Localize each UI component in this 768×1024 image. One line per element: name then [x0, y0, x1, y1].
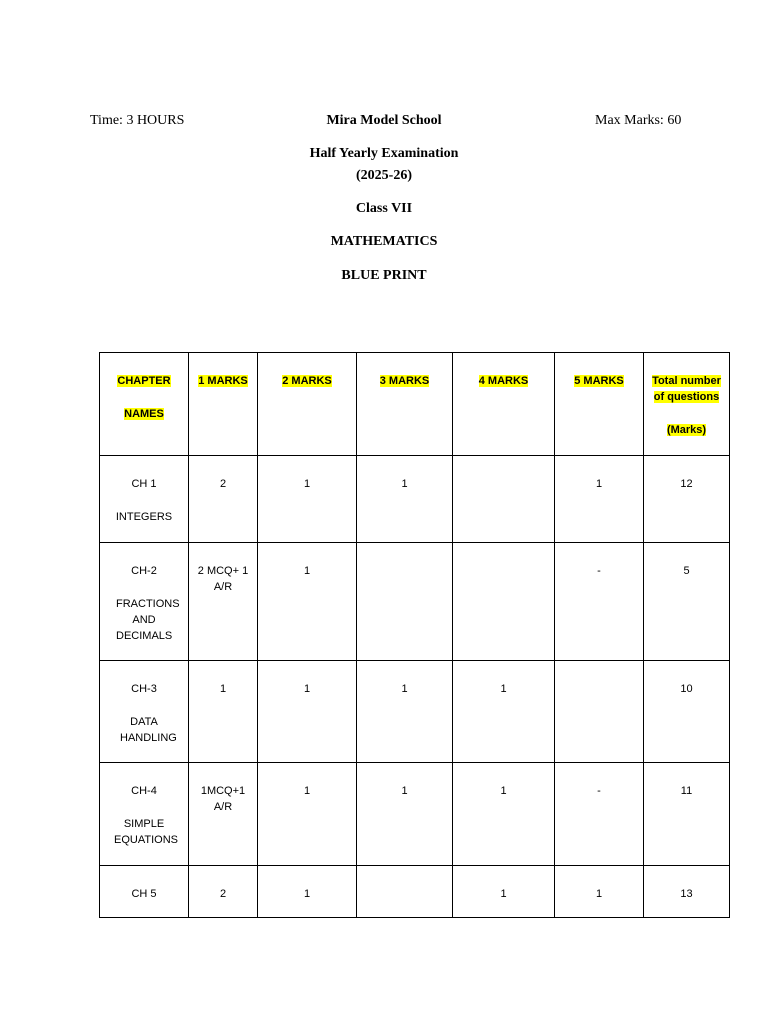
marks-4-cell: 1 — [453, 763, 555, 866]
chapter-cell — [100, 661, 189, 763]
marks-4-cell — [453, 543, 555, 661]
chapter-cell — [100, 866, 189, 918]
table-row — [100, 661, 730, 763]
exam-header-row — [0, 113, 768, 131]
header-chapter-names — [100, 353, 189, 456]
header-5-marks-label: 5 MARKS — [574, 375, 624, 387]
exam-duration: Time: 3 HOURS — [90, 113, 185, 128]
header-2-marks — [258, 353, 357, 456]
marks-1-cell: 2 — [189, 866, 258, 918]
marks-2-cell: 1 — [258, 456, 357, 543]
total-cell: 12 — [644, 456, 730, 543]
marks-4-cell: 1 — [453, 866, 555, 918]
table-row — [100, 866, 730, 918]
marks-3-cell: 1 — [357, 661, 453, 763]
total-cell: 13 — [644, 866, 730, 918]
marks-3-cell: 1 — [357, 763, 453, 866]
marks-4-cell — [453, 456, 555, 543]
max-marks: Max Marks: 60 — [595, 113, 682, 128]
marks-2-cell: 1 — [258, 866, 357, 918]
header-3-marks — [357, 353, 453, 456]
marks-3-cell — [357, 866, 453, 918]
blueprint-table — [99, 352, 730, 918]
header-total — [644, 353, 730, 456]
header-4-marks-label: 4 MARKS — [478, 375, 529, 387]
exam-year: (2025-26) — [356, 168, 412, 183]
marks-2-cell: 1 — [258, 661, 357, 763]
marks-1-cell: 1MCQ+1A/R — [189, 763, 258, 866]
school-name: Mira Model School — [326, 113, 442, 128]
marks-3-cell: 1 — [357, 456, 453, 543]
chapter-name: DATA HANDLING — [120, 716, 177, 744]
chapter-name: FRACTIONS AND DECIMALS — [116, 598, 180, 642]
marks-1-cell: 2 — [189, 456, 258, 543]
header-5-marks — [555, 353, 644, 456]
chapter-cell — [100, 456, 189, 543]
exam-subject: MATHEMATICS — [330, 234, 438, 249]
chapter-number: CH-3 — [131, 683, 157, 695]
marks-5-cell: 1 — [555, 866, 644, 918]
table-row — [100, 456, 730, 543]
header-chapter-label: CHAPTER — [117, 375, 171, 387]
chapter-cell — [100, 763, 189, 866]
chapter-number: CH 5 — [131, 888, 157, 900]
document-type: BLUE PRINT — [341, 268, 427, 283]
chapter-number: CH 1 — [131, 478, 157, 490]
marks-3-cell — [357, 543, 453, 661]
marks-1-cell: 1 — [189, 661, 258, 763]
chapter-number: CH-2 — [131, 565, 157, 577]
total-cell: 11 — [644, 763, 730, 866]
chapter-name: SIMPLE EQUATIONS — [114, 818, 178, 846]
header-1-marks-label: 1 MARKS — [198, 375, 248, 387]
header-1-marks — [189, 353, 258, 456]
header-names-label: NAMES — [124, 408, 164, 420]
header-4-marks — [453, 353, 555, 456]
marks-1-cell: 2 MCQ+ 1 A/R — [189, 543, 258, 661]
marks-5-cell: - — [555, 543, 644, 661]
exam-class: Class VII — [355, 201, 413, 216]
table-row — [100, 763, 730, 866]
marks-5-cell — [555, 661, 644, 763]
header-total-label: Total number of questions — [652, 375, 721, 403]
header-total-marks-label: (Marks) — [666, 424, 707, 436]
marks-2-cell: 1 — [258, 763, 357, 866]
total-cell: 10 — [644, 661, 730, 763]
table-header-row — [100, 353, 730, 456]
header-2-marks-label: 2 MARKS — [282, 375, 332, 387]
marks-4-cell: 1 — [453, 661, 555, 763]
total-cell: 5 — [644, 543, 730, 661]
header-3-marks-label: 3 MARKS — [379, 375, 430, 387]
chapter-cell — [100, 543, 189, 661]
exam-title: Half Yearly Examination — [309, 146, 459, 161]
chapter-name: INTEGERS — [115, 511, 173, 523]
marks-5-cell: - — [555, 763, 644, 866]
marks-2-cell: 1 — [258, 543, 357, 661]
table-row — [100, 543, 730, 661]
chapter-number: CH-4 — [131, 785, 157, 797]
marks-5-cell: 1 — [555, 456, 644, 543]
